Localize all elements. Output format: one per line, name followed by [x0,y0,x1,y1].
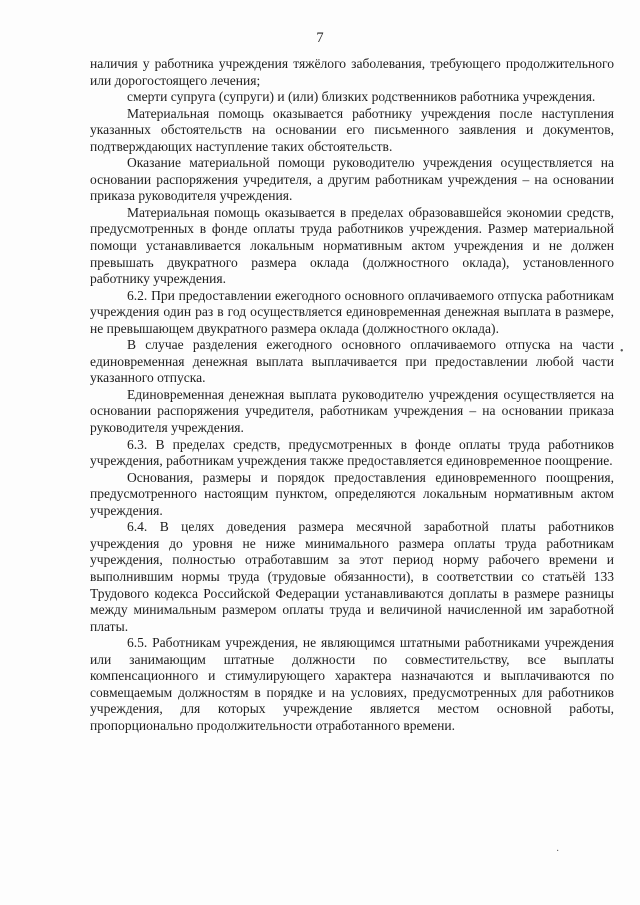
paragraph-6-2: 6.2. При предоставлении ежегодного основного оплачиваемого отпуска работникам учреждения один раз в год осуществляется единовременная денежная выплата в размере, не превышающем двукратного размера оклада (должностного оклада). [90,287,614,336]
paragraph-10: Основания, размеры и порядок предоставления единовременного поощрения, предусмотренного настоящим пунктом, определяются локальным нормативным актом учреждения. [90,469,614,518]
page-number: 7 [316,30,324,46]
paragraph-6-5: 6.5. Работникам учреждения, не являющимся штатными работниками учреждения или занимающим штатные должности по совместительству, все выплаты компенсационного и стимулирующего характера назначаются и выплачиваются по совмещаемым должностям в порядке и на условиях, предусмотренных для работников учреждения, для которых учреждение является местом основной работы, пропорционально продолжительности отработанного времени. [90,635,614,733]
paragraph-4: Оказание материальной помощи руководителю учреждения осуществляется на основании распоряжения учредителя, а другим работникам учреждения – на основании приказа руководителя учреждения. [90,155,614,204]
paragraph-1: наличия у работника учреждения тяжёлого заболевания, требующего продолжительного или дорогостоящего лечения; [90,56,614,88]
paragraph-6-4: 6.4. В целях доведения размера месячной заработной платы работников учреждения до уровня не ниже минимального размера оплаты труда работникам учреждения, полностью отработавшим за этот период норму рабочего времени и выполнившим нормы труда (трудовые обязанности), в соответствии со статьёй 133 Трудового кодекса Российской Федерации устанавливаются доплаты в размере разницы между минимальным размером оплаты труда и величиной начисленной им заработной платы. [90,519,614,634]
document-body [90,56,614,734]
paragraph-6-3: 6.3. В пределах средств, предусмотренных в фонде оплаты труда работников учреждения, работникам учреждения также предоставляется единовременное поощрение. [90,436,614,469]
scan-speck-2: · [556,846,560,857]
scan-speck: • [620,346,624,357]
paragraph-3: Материальная помощь оказывается работнику учреждения после наступления указанных обстоятельств на основании его письменного заявления и документов, подтверждающих наступление таких обстоятельств. [90,105,614,154]
paragraph-2: смерти супруга (супруги) и (или) близких родственников работника учреждения. [127,89,596,105]
paragraph-8: Единовременная денежная выплата руководителю учреждения осуществляется на основании распоряжения учредителя, работникам учреждения – на основании приказа руководителя учреждения. [90,386,614,436]
paragraph-5: Материальная помощь оказывается в пределах образовавшейся экономии средств, предусмотренных в фонде оплаты труда работников учреждения. Размер материальной помощи устанавливается локальным нормативным актом учреждения и не должен превышать двукратного размера оклада (должностного оклада), установленного работнику учреждения. [90,204,614,287]
paragraph-7: В случае разделения ежегодного основного оплачиваемого отпуска на части единовременная денежная выплата выплачивается при предоставлении любой части указанного отпуска. [90,337,614,386]
